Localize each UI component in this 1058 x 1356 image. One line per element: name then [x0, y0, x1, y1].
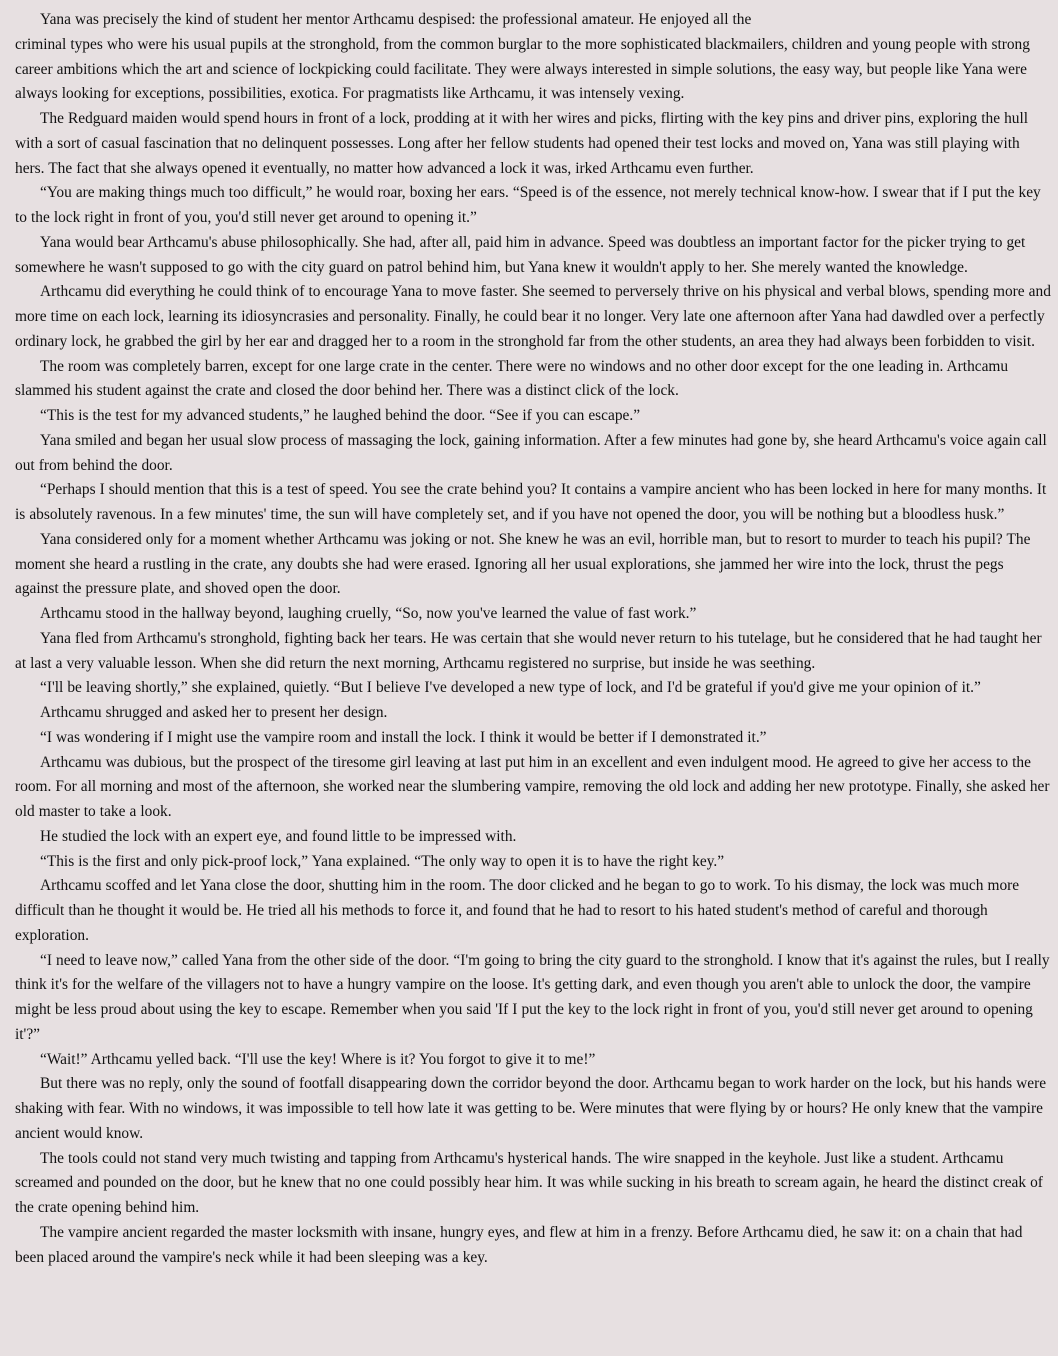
paragraph-16: Arthcamu was dubious, but the prospect of the tiresome girl leaving at last put him in an excellent and even indulgent mood. He agreed to give her access to the room. For all morning and most of the afternoon, she worked near the slumbering vampire, removing the old lock and adding her new prototype. Finally, she asked her old master to take a look. [15, 753, 1050, 820]
paragraph-13: “I'll be leaving shortly,” she explained, quietly. “But I believe I've developed a new type of lock, and I'd be grateful if you'd give me your opinion of it.” [40, 679, 981, 697]
paragraph-1-first-line: Yana was precisely the kind of student her mentor Arthcamu despised: the professional amateur. He enjoyed all the [40, 11, 752, 28]
paragraph-21: “Wait!” Arthcamu yelled back. “I'll use the key! Where is it? You forgot to give it to me!” [40, 1050, 596, 1068]
paragraph-6: The room was completely barren, except for one large crate in the center. There were no windows and no other door except for the one leading in. Arthcamu slammed his student against the crate and closed the door behind her. There was a distinct click of the lock. [15, 357, 1009, 400]
paragraph-9: “Perhaps I should mention that this is a test of speed. You see the crate behind you? It contains a vampire ancient who has been locked in here for many months. It is absolutely ravenous. In a few minutes' time, the sun will have completely set, and if you have not opened the door, you will be nothing but a bloodless husk.” [15, 481, 1047, 523]
paragraph-2: The Redguard maiden would spend hours in front of a lock, prodding at it with her wires and picks, flirting with the key pins and driver pins, exploring the hull with a sort of casual fascination that no delinquent possesses. Long after her fellow students had opened their test locks and moved on, Yana was still playing with hers. The fact that she always opened it eventually, no matter how advanced a lock it was, irked Arthcamu even further. [15, 110, 1029, 177]
paragraph-11: Arthcamu stood in the hallway beyond, laughing cruelly, “So, now you've learned the value of fast work.” [40, 605, 697, 622]
paragraph-20: “I need to leave now,” called Yana from the other side of the door. “I'm going to bring the city guard to the stronghold. I know that it's against the rules, but I really think it's for the welfare of the villagers not to have a hungry vampire on the loose. It's getting dark, and even though you aren't able to unlock the door, the vampire might be less proud about using the key to escape. Remember when you said 'If I put the key to the lock right in front of you, you'd still never get around to opening it'?” [15, 951, 1050, 1043]
paragraph-12: Yana fled from Arthcamu's stronghold, fighting back her tears. He was certain that she would never return to his tutelage, but he considered that he had taught her at last a very valuable lesson. When she did return the next morning, Arthcamu registered no surprise, but inside he was seething. [15, 629, 1042, 672]
paragraph-22: But there was no reply, only the sound of footfall disappearing down the corridor beyond the door. Arthcamu began to work harder on the lock, but his hands were shaking with fear. With no windows, it was impossible to tell how late it was getting to be. Were minutes that were flying by or hours? He only knew that the vampire ancient would know. [15, 1075, 1047, 1142]
paragraph-3: “You are making things much too difficult,” he would roar, boxing her ears. “Speed is of the essence, not merely technical know-how. I swear that if I put the key to the lock right in front of you, you'd still never get around to opening it.” [15, 184, 1041, 226]
paragraph-17: He studied the lock with an expert eye, and found little to be impressed with. [40, 827, 517, 845]
paragraph-14: Arthcamu shrugged and asked her to present her design. [40, 704, 388, 721]
paragraph-19: Arthcamu scoffed and let Yana close the door, shutting him in the room. The door clicked and he began to go to work. To his dismay, the lock was much more difficult than he thought it would be. He tried all his methods to force it, and found that he had to resort to his hated student's method of careful and thorough exploration. [15, 877, 1020, 944]
story-text [15, 8, 1051, 1270]
paragraph-8: Yana smiled and began her usual slow process of massaging the lock, gaining information. After a few minutes had gone by, she heard Arthcamu's voice again call out from behind the door. [15, 431, 1047, 474]
paragraph-7: “This is the test for my advanced students,” he laughed behind the door. “See if you can escape.” [40, 407, 641, 424]
paragraph-18: “This is the first and only pick-proof lock,” Yana explained. “The only way to open it is to have the right key.” [40, 852, 725, 870]
paragraph-15: “I was wondering if I might use the vampire room and install the lock. I think it would be better if I demonstrated it.” [40, 728, 767, 746]
paragraph-10: Yana considered only for a moment whether Arthcamu was joking or not. She knew he was an evil, horrible man, but to resort to murder to teach his pupil? The moment she heard a rustling in the crate, any doubts she had were erased. Ignoring all her usual explorations, she jammed her wire into the lock, thrust the pegs against the pressure plate, and shoved open the door. [15, 530, 1031, 598]
paragraph-5: Arthcamu did everything he could think of to encourage Yana to move faster. She seemed to perversely thrive on his physical and verbal blows, spending more and more time on each lock, learning its idiosyncrasies and personality. Finally, he could bear it no longer. Very late one afternoon after Yana had dawdled over a perfectly ordinary lock, he grabbed the girl by her ear and dragged her to a room in the stronghold far from the other students, an area they had always been forbidden to visit. [15, 283, 1051, 350]
paragraph-23: The tools could not stand very much twisting and tapping from Arthcamu's hysterical hands. The wire snapped in the keyhole. Just like a student. Arthcamu screamed and pounded on the door, but he knew that no one could possibly hear him. It was while sucking in his breath to scream again, he heard the distinct creak of the crate opening behind him. [15, 1149, 1043, 1216]
paragraph-4: Yana would bear Arthcamu's abuse philosophically. She had, after all, paid him in advance. Speed was doubtless an important factor for the picker trying to get somewhere he wasn't supposed to go with the city guard on patrol behind him, but Yana knew it wouldn't apply to her. She merely wanted the knowledge. [15, 233, 1026, 276]
paragraph-1-continuation: criminal types who were his usual pupils at the stronghold, from the common burglar to the more sophisticated blackmailers, children and young people with strong career ambitions which the art and science of lockpicking could facilitate. They were always interested in simple solutions, the easy way, but people like Yana were always looking for exceptions, possibilities, exotica. For pragmatists like Arthcamu, it was intensely vexing. [15, 35, 1030, 103]
paragraph-24: The vampire ancient regarded the master locksmith with insane, hungry eyes, and flew at him in a frenzy. Before Arthcamu died, he saw it: on a chain that had been placed around the vampire's neck while it had been sleeping was a key. [15, 1223, 1023, 1266]
